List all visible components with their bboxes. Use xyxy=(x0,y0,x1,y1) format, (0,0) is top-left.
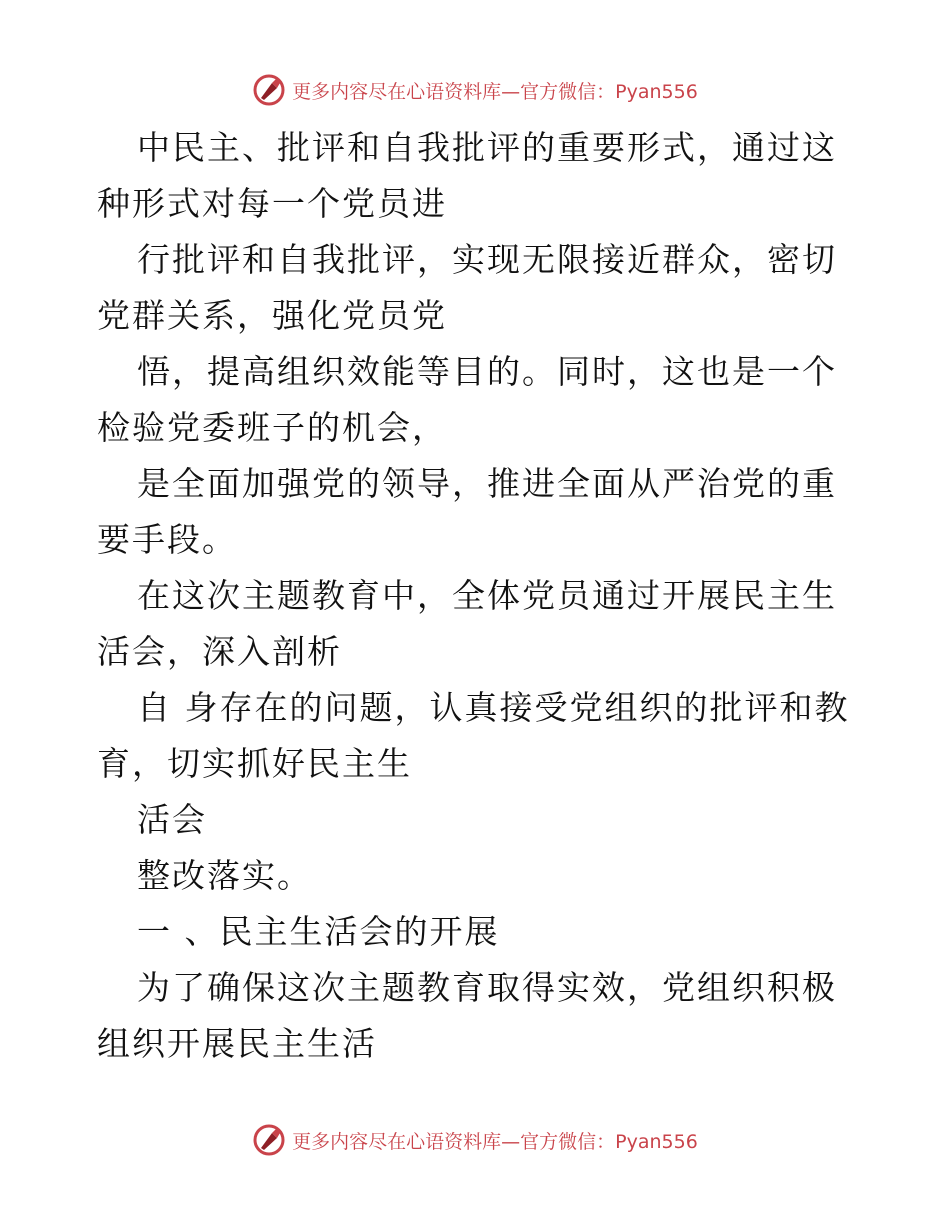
paragraph: 为了确保这次主题教育取得实效，党组织积极组织开展民主生活 xyxy=(97,968,837,1063)
document-body xyxy=(97,120,857,1072)
paragraph: 行批评和自我批评，实现无限接近群众，密切党群关系，强化党员党 xyxy=(97,240,837,335)
paragraph: 在这次主题教育中，全体党员通过开展民主生活会，深入剖析 xyxy=(97,576,837,671)
paragraph: 中民主、批评和自我批评的重要形式，通过这种形式对每一个党员进 xyxy=(97,128,837,223)
watermark-text: 更多内容尽在心语资料库—官方微信：Pyan556 xyxy=(292,1130,698,1153)
paragraph: 整改落实。 xyxy=(137,856,312,895)
paragraph: 活会 xyxy=(137,800,207,839)
watermark-text: 更多内容尽在心语资料库—官方微信：Pyan556 xyxy=(292,80,698,103)
header-watermark-banner xyxy=(0,70,950,110)
footer-watermark-banner xyxy=(0,1120,950,1160)
pen-nib-circle-icon xyxy=(252,73,286,107)
pen-nib-circle-icon xyxy=(252,1123,286,1157)
paragraph: 是全面加强党的领导，推进全面从严治党的重要手段。 xyxy=(97,464,837,559)
section-heading: 一 、民主生活会的开展 xyxy=(137,912,500,951)
paragraph: 自 身存在的问题，认真接受党组织的批评和教育，切实抓好民主生 xyxy=(97,688,850,783)
paragraph: 悟，提高组织效能等目的。同时，这也是一个检验党委班子的机会， xyxy=(97,352,837,447)
